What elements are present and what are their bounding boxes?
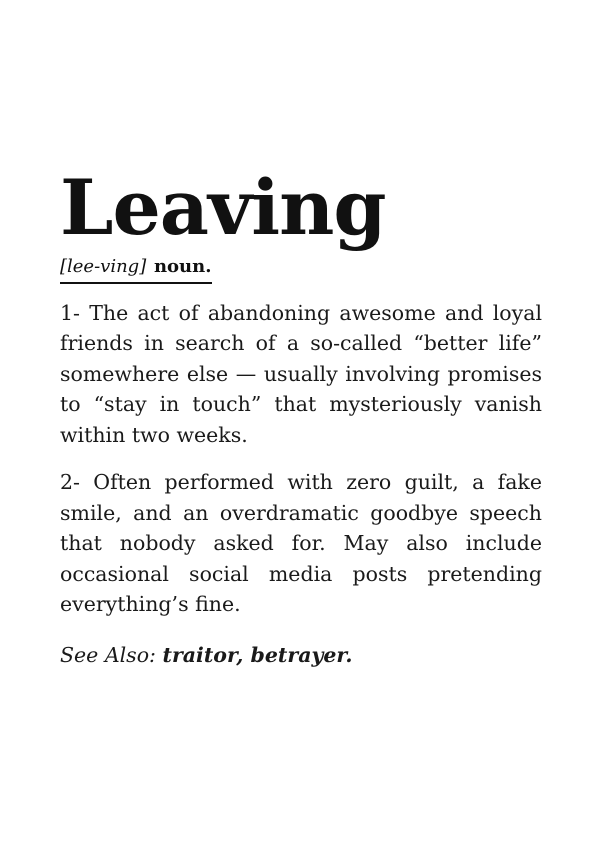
pronunciation-line: [60, 256, 212, 284]
headword: Leaving: [60, 163, 386, 252]
pronunciation: [lee-ving]: [60, 256, 147, 277]
see-also-terms: traitor, betrayer.: [162, 642, 353, 667]
see-also-label: See Also:: [60, 642, 163, 667]
definition-2: 2- Often performed with zero guilt, a fake smile, and an overdramatic goodbye speech that nobody asked for. May also include occasional social media posts pretending everything’s fine.: [60, 470, 542, 617]
dictionary-entry: [60, 163, 542, 670]
see-also: [60, 640, 542, 670]
definition-1: 1- The act of abandoning awesome and loyal friends in search of a so-called “better life” somewhere else — usually involving promises to “stay in touch” that mysteriously vanish within two weeks.: [60, 300, 542, 447]
part-of-speech: noun.: [153, 256, 212, 277]
